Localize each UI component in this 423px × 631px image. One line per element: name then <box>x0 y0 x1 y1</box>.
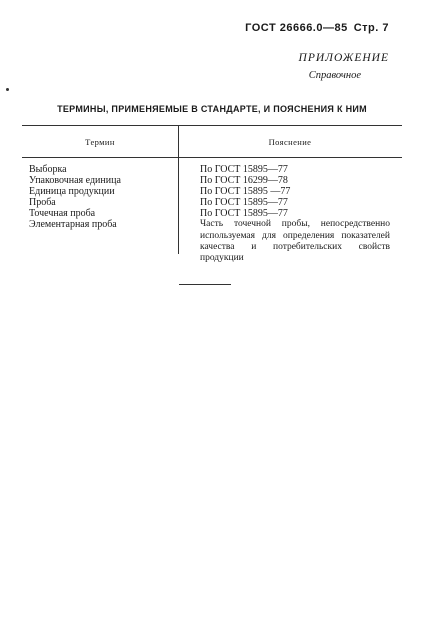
column-header-explanation: Пояснение <box>268 137 312 147</box>
page-number: Стр. 7 <box>353 22 389 34</box>
explanation-item: По ГОСТ 16299—78 <box>200 175 288 187</box>
explanations-column <box>200 164 390 264</box>
table-top-rule <box>22 125 402 126</box>
column-header-term: Термин <box>85 137 115 147</box>
explanation-item: По ГОСТ 15895—77 <box>200 164 288 175</box>
section-title: ТЕРМИНЫ, ПРИМЕНЯЕМЫЕ В СТАНДАРТЕ, И ПОЯСНЕНИЯ К НИМ <box>57 104 367 114</box>
explanation-item: По ГОСТ 15895 —77 <box>200 186 291 198</box>
table-header-rule <box>22 157 402 158</box>
page-header <box>245 22 389 34</box>
term-item: Упаковочная единица <box>29 175 121 187</box>
term-item: Единица продукции <box>29 186 115 198</box>
term-item: Выборка <box>29 164 67 175</box>
standard-number: ГОСТ 26666.0—85 <box>245 22 348 34</box>
appendix-subtitle: Справочное <box>308 70 361 81</box>
explanation-note: Часть точечной пробы, непосредственно используемая для определения показателей качества и потребительских свойств продукции <box>200 219 390 263</box>
end-rule <box>179 284 231 285</box>
appendix-title: ПРИЛОЖЕНИЕ <box>298 52 389 64</box>
term-item: Точечная проба <box>29 208 96 220</box>
terms-column <box>29 164 174 231</box>
margin-mark <box>6 88 9 91</box>
term-item: Элементарная проба <box>29 219 117 231</box>
explanation-item: По ГОСТ 15895—77 <box>200 197 288 209</box>
explanation-item: По ГОСТ 15895—77 <box>200 208 288 220</box>
term-item: Проба <box>29 197 56 209</box>
